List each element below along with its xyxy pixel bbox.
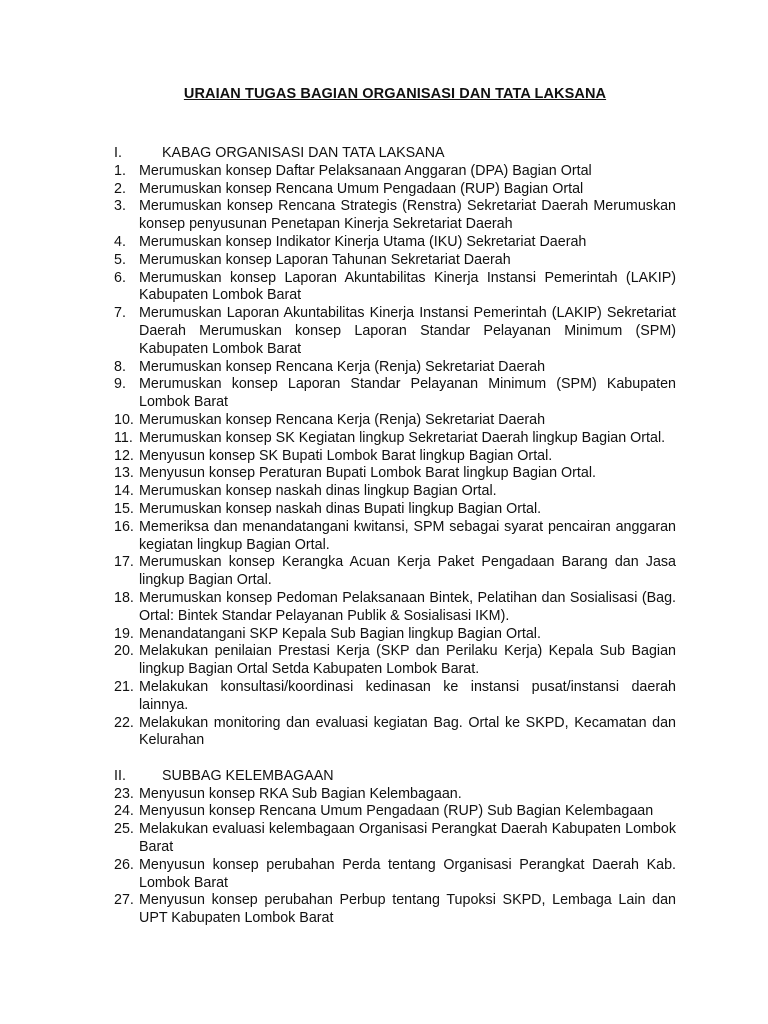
list-item [114,803,676,821]
section-numeral: II. [114,767,126,784]
list-item [114,198,676,234]
task-list [114,786,676,928]
item-text: Merumuskan konsep Rencana Strategis (Renstra) Sekretariat Daerah Merumuskan konsep penyusunan Penetapan Kinerja Sekretariat Daerah [139,198,676,233]
list-item [114,590,676,626]
item-number: 13. [114,465,134,482]
item-text: Merumuskan konsep Indikator Kinerja Utama (IKU) Sekretariat Daerah [139,233,587,250]
section-numeral: I. [114,145,122,161]
section [114,145,676,750]
item-text: Merumuskan Laporan Akuntabilitas Kinerja Instansi Pemerintah (LAKIP) Sekretariat Daerah Merumuskan konsep Laporan Standar Pelayanan Minimum (SPM) Kabupaten Lombok Barat [139,305,676,357]
list-item [114,465,676,483]
item-number: 10. [114,411,134,428]
task-list [114,163,676,750]
item-text: Merumuskan konsep naskah dinas lingkup Bagian Ortal. [139,483,497,500]
item-text: Menyusun konsep perubahan Perda tentang Organisasi Perangkat Daerah Kab. Lombok Barat [139,856,676,891]
item-text: Melakukan penilaian Prestasi Kerja (SKP dan Perilaku Kerja) Kepala Sub Bagian lingkup Bagian Ortal Setda Kabupaten Lombok Barat. [139,643,676,678]
list-item [114,234,676,252]
item-number: 3. [114,198,126,215]
item-number: 2. [114,180,126,197]
item-number: 26. [114,856,134,873]
list-item [114,786,676,804]
list-item [114,643,676,679]
item-text: Merumuskan konsep Rencana Kerja (Renja) Sekretariat Daerah [139,358,546,375]
item-number: 17. [114,554,134,571]
section [114,750,676,928]
list-item [114,483,676,501]
list-item [114,448,676,466]
item-text: Menyusun konsep perubahan Perbup tentang Tupoksi SKPD, Lembaga Lain dan UPT Kabupaten Lombok Barat [139,892,676,927]
list-item [114,430,676,448]
item-number: 25. [114,821,134,838]
item-text: Menandatangani SKP Kepala Sub Bagian lingkup Bagian Ortal. [139,625,541,642]
section-heading-text: SUBBAG KELEMBAGAAN [162,767,334,784]
list-item [114,412,676,430]
item-number: 12. [114,447,134,464]
item-text: Melakukan konsultasi/koordinasi kedinasan ke instansi pusat/instansi daerah lainnya. [139,678,676,713]
item-number: 1. [114,162,126,179]
item-text: Merumuskan konsep Laporan Tahunan Sekretariat Daerah [139,251,511,268]
item-text: Merumuskan konsep Kerangka Acuan Kerja Paket Pengadaan Barang dan Jasa lingkup Bagian Ortal. [139,554,676,589]
item-number: 23. [114,785,134,802]
item-text: Memeriksa dan menandatangani kwitansi, SPM sebagai syarat pencairan anggaran kegiatan lingkup Bagian Ortal. [139,518,676,553]
item-number: 21. [114,678,134,695]
list-item [114,554,676,590]
item-number: 11. [114,429,133,446]
item-text: Menyusun konsep Rencana Umum Pengadaan (RUP) Sub Bagian Kelembagaan [139,803,654,820]
list-item [114,892,676,928]
list-item [114,857,676,893]
item-number: 22. [114,714,134,731]
list-item [114,252,676,270]
list-item [114,359,676,377]
document-title: URAIAN TUGAS BAGIAN ORGANISASI DAN TATA LAKSANA [183,86,607,102]
item-number: 18. [114,589,134,606]
section-spacer [114,750,676,768]
list-item [114,679,676,715]
item-text: Menyusun konsep Peraturan Bupati Lombok Barat lingkup Bagian Ortal. [139,465,596,482]
item-number: 27. [114,892,134,909]
item-text: Merumuskan konsep Daftar Pelaksanaan Anggaran (DPA) Bagian Ortal [139,162,592,179]
document-body [114,145,676,928]
section-heading-text: KABAG ORGANISASI DAN TATA LAKSANA [162,145,445,161]
list-item [114,821,676,857]
list-item [114,163,676,181]
item-text: Menyusun konsep SK Bupati Lombok Barat lingkup Bagian Ortal. [139,447,553,464]
section-heading [114,145,676,163]
item-number: 4. [114,233,126,250]
list-item [114,501,676,519]
item-number: 9. [114,376,126,393]
item-number: 16. [114,518,134,535]
item-text: Merumuskan konsep naskah dinas Bupati lingkup Bagian Ortal. [139,500,542,517]
list-item [114,305,676,358]
item-text: Melakukan evaluasi kelembagaan Organisasi Perangkat Daerah Kabupaten Lombok Barat [139,821,676,856]
item-number: 7. [114,305,126,322]
item-text: Merumuskan konsep Rencana Kerja (Renja) Sekretariat Daerah [139,411,546,428]
item-text: Menyusun konsep RKA Sub Bagian Kelembagaan. [139,785,462,802]
item-number: 6. [114,269,126,286]
list-item [114,181,676,199]
list-item [114,715,676,751]
list-item [114,519,676,555]
item-text: Melakukan monitoring dan evaluasi kegiatan Bag. Ortal ke SKPD, Kecamatan dan Kelurahan [139,714,676,749]
item-number: 15. [114,500,134,517]
section-heading [114,768,676,786]
item-text: Merumuskan konsep SK Kegiatan lingkup Sekretariat Daerah lingkup Bagian Ortal. [139,429,666,446]
list-item [114,376,676,412]
item-text: Merumuskan konsep Laporan Standar Pelayanan Minimum (SPM) Kabupaten Lombok Barat [139,376,676,411]
item-number: 24. [114,803,134,820]
item-number: 8. [114,358,126,375]
item-text: Merumuskan konsep Pedoman Pelaksanaan Bintek, Pelatihan dan Sosialisasi (Bag. Ortal: Bintek Standar Pelayanan Publik & Sosialisasi IKM). [139,589,676,624]
item-number: 19. [114,625,134,642]
item-text: Merumuskan konsep Rencana Umum Pengadaan (RUP) Bagian Ortal [139,180,584,197]
item-number: 20. [114,643,134,660]
item-number: 14. [114,483,134,500]
item-text: Merumuskan konsep Laporan Akuntabilitas Kinerja Instansi Pemerintah (LAKIP) Kabupaten Lombok Barat [139,269,676,304]
list-item [114,270,676,306]
item-number: 5. [114,251,126,268]
list-item [114,626,676,644]
